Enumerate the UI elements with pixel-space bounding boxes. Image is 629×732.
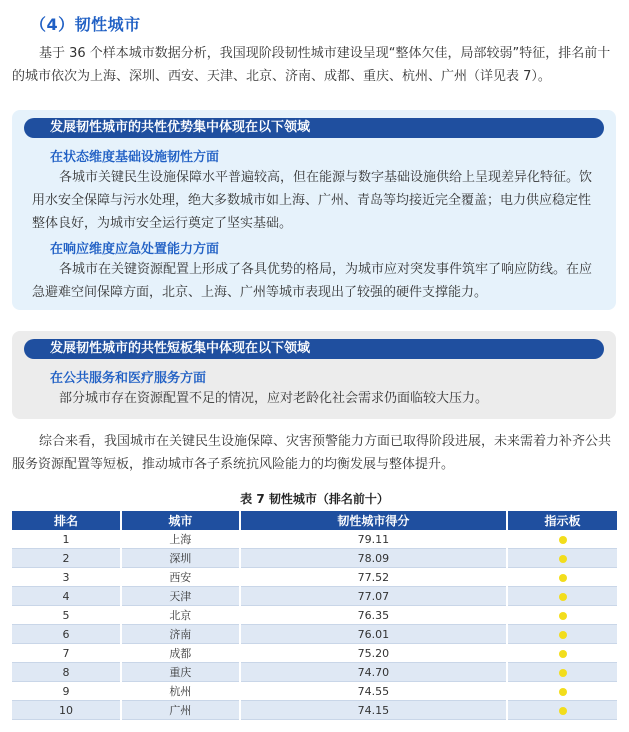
score-cell: 76.01 <box>240 625 507 644</box>
score-cell: 75.20 <box>240 644 507 663</box>
table-row <box>12 701 617 720</box>
advantages-text-2: 各城市在关键资源配置上形成了各具优势的格局，为城市应对突发事件筑牢了响应防线。在应急避难空间保障方面，北京、上海、广州等城市表现出了较强的硬件支撑能力。 <box>32 262 593 300</box>
rank-cell: 4 <box>12 587 121 606</box>
table-row <box>12 663 617 682</box>
score-cell: 78.09 <box>240 549 507 568</box>
table-row <box>12 644 617 663</box>
intro-paragraph: 基于 36 个样本城市数据分析，我国现阶段韧性城市建设呈现“整体欠佳，局部较弱”特征，排名前十的城市依次为上海、深圳、西安、天津、北京、济南、成都、重庆、杭州、广州（详见表 7）。 <box>12 46 611 84</box>
city-cell: 重庆 <box>121 663 240 682</box>
score-cell: 77.07 <box>240 587 507 606</box>
indicator-cell <box>507 587 617 606</box>
advantages-box <box>12 110 616 310</box>
indicator-cell <box>507 682 617 701</box>
advantages-header: 发展韧性城市的共性优势集中体现在以下领域 <box>24 118 604 138</box>
city-cell: 天津 <box>121 587 240 606</box>
score-cell: 79.11 <box>240 530 507 549</box>
table-header-row <box>12 511 617 530</box>
city-cell: 成都 <box>121 644 240 663</box>
table-row <box>12 625 617 644</box>
advantages-subtitle-2: 在响应维度应急处置能力方面 <box>50 242 220 257</box>
indicator-dot-icon <box>559 555 567 563</box>
indicator-dot-icon <box>559 574 567 582</box>
indicator-cell <box>507 625 617 644</box>
score-cell: 76.35 <box>240 606 507 625</box>
table-row <box>12 682 617 701</box>
indicator-dot-icon <box>559 593 567 601</box>
table-title: 表 7 韧性城市（排名前十） <box>240 492 389 506</box>
rank-cell: 1 <box>12 530 121 549</box>
rank-cell: 7 <box>12 644 121 663</box>
indicator-cell <box>507 606 617 625</box>
rank-cell: 10 <box>12 701 121 720</box>
weaknesses-box <box>12 331 616 419</box>
indicator-cell <box>507 530 617 549</box>
weaknesses-header: 发展韧性城市的共性短板集中体现在以下领域 <box>24 339 604 359</box>
score-cell: 74.70 <box>240 663 507 682</box>
city-cell: 西安 <box>121 568 240 587</box>
indicator-dot-icon <box>559 536 567 544</box>
advantages-subtitle-1: 在状态维度基础设施韧性方面 <box>50 150 220 165</box>
ranking-table <box>12 511 617 720</box>
indicator-dot-icon <box>559 650 567 658</box>
rank-cell: 2 <box>12 549 121 568</box>
header-indicator: 指示板 <box>507 511 617 530</box>
indicator-cell <box>507 644 617 663</box>
indicator-cell <box>507 701 617 720</box>
header-rank: 排名 <box>12 511 121 530</box>
indicator-dot-icon <box>559 612 567 620</box>
indicator-dot-icon <box>559 707 567 715</box>
score-cell: 74.55 <box>240 682 507 701</box>
score-cell: 77.52 <box>240 568 507 587</box>
section-title: （4）韧性城市 <box>30 15 141 34</box>
indicator-cell <box>507 549 617 568</box>
table-row <box>12 606 617 625</box>
rank-cell: 8 <box>12 663 121 682</box>
rank-cell: 9 <box>12 682 121 701</box>
conclusion-paragraph: 综合来看，我国城市在关键民生设施保障、灾害预警能力方面已取得阶段进展，未来需着力补齐公共服务资源配置等短板，推动城市各子系统抗风险能力的均衡发展与整体提升。 <box>12 434 612 472</box>
indicator-cell <box>507 568 617 587</box>
rank-cell: 3 <box>12 568 121 587</box>
table-row <box>12 587 617 606</box>
weaknesses-subtitle-1: 在公共服务和医疗服务方面 <box>50 371 207 386</box>
city-cell: 杭州 <box>121 682 240 701</box>
indicator-dot-icon <box>559 631 567 639</box>
advantages-text-1: 各城市关键民生设施保障水平普遍较高，但在能源与数字基础设施供给上呈现差异化特征。饮用水安全保障与污水处理，绝大多数城市如上海、广州、青岛等均接近完全覆盖；电力供应稳定性整体良好，为城市安全运行奠定了坚实基础。 <box>32 170 593 231</box>
table-row <box>12 530 617 549</box>
header-city: 城市 <box>121 511 240 530</box>
header-score: 韧性城市得分 <box>240 511 507 530</box>
city-cell: 济南 <box>121 625 240 644</box>
score-cell: 74.15 <box>240 701 507 720</box>
weaknesses-text-1: 部分城市存在资源配置不足的情况，应对老龄化社会需求仍面临较大压力。 <box>59 391 489 406</box>
indicator-dot-icon <box>559 669 567 677</box>
city-cell: 广州 <box>121 701 240 720</box>
rank-cell: 5 <box>12 606 121 625</box>
indicator-dot-icon <box>559 688 567 696</box>
city-cell: 深圳 <box>121 549 240 568</box>
table-row <box>12 549 617 568</box>
city-cell: 北京 <box>121 606 240 625</box>
city-cell: 上海 <box>121 530 240 549</box>
rank-cell: 6 <box>12 625 121 644</box>
table-row <box>12 568 617 587</box>
indicator-cell <box>507 663 617 682</box>
